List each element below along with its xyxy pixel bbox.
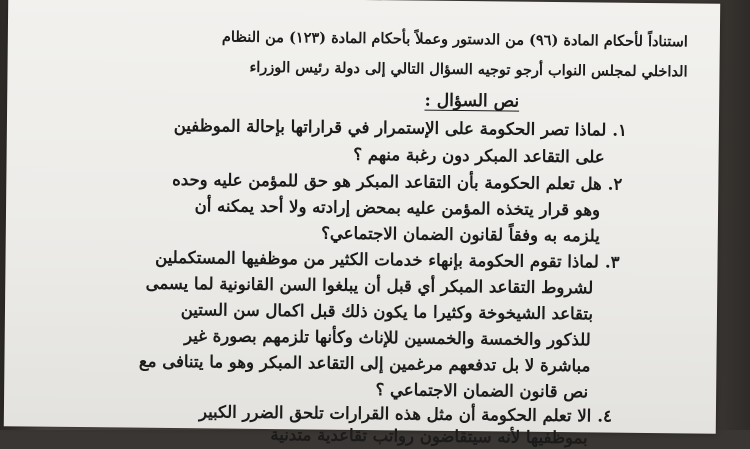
item-3-line-6: نص قانون الضمان الاجتماعي ؟ — [375, 380, 589, 402]
item-2-line-1 — [172, 170, 622, 194]
item-2-number: ٢. — [607, 174, 623, 194]
item-2-text: هل تعلم الحكومة بأن التقاعد المبكر هو حق للمؤمن عليه وحده — [172, 170, 602, 194]
item-3-number: ٣. — [604, 252, 620, 272]
item-3-line-1 — [155, 248, 620, 272]
item-3-line-4: للذكور والخمسة والخمسين للإناث وكأنها تلزمهم بصورة غير — [184, 326, 591, 350]
item-4-number: ٤. — [597, 406, 613, 426]
intro-line-1: استناداً لأحكام المادة (٩٦) من الدستور وعملاً بأحكام المادة (١٢٣) من النظام — [221, 28, 688, 51]
item-3-text: لماذا تقوم الحكومة بإنهاء خدمات الكثير من موظفيها المستكملين — [155, 247, 599, 272]
item-3-line-2: لشروط التقاعد المبكر أي قبل أن يبلغوا السن القانونية لما يسمى — [145, 273, 594, 298]
item-3-line-5: مباشرة لا بل تدفعهم مرغمين إلى التقاعد المبكر وهو ما يتنافى مع — [138, 351, 591, 376]
item-1-text: لماذا تصر الحكومة على الإستمرار في قراراتها بإحالة الموظفين — [173, 116, 607, 140]
item-1-number: ١. — [612, 120, 628, 140]
question-heading: نص السؤال : — [424, 90, 520, 112]
item-1-line-1 — [174, 116, 627, 140]
item-1-line-2: على التقاعد المبكر دون رغبة منهم ؟ — [353, 144, 605, 167]
document-page — [4, 0, 720, 448]
item-2-line-3: يلزمه به وفقاً لقانون الضمان الاجتماعي؟ — [321, 223, 600, 246]
item-4-text: الا تعلم الحكومة أن مثل هذه القرارات تلحق الضرر الكبير — [198, 402, 592, 426]
item-3-line-3: بتقاعد الشيخوخة وكثيرا ما يكون ذلك قبل اكمال سن الستين — [180, 300, 594, 324]
item-4-line-2: بموظفيها لأنه سيتقاضون رواتب تقاعدية متدنية — [270, 425, 588, 448]
item-4-line-1 — [199, 402, 612, 425]
item-2-line-2: وهو قرار يتخذه المؤمن عليه بمحض إرادته ولا أحد يمكنه أن — [194, 196, 601, 220]
intro-line-2: الداخلي لمجلس النواب أرجو توجيه السؤال التالي إلى دولة رئيس الوزراء — [249, 58, 688, 81]
